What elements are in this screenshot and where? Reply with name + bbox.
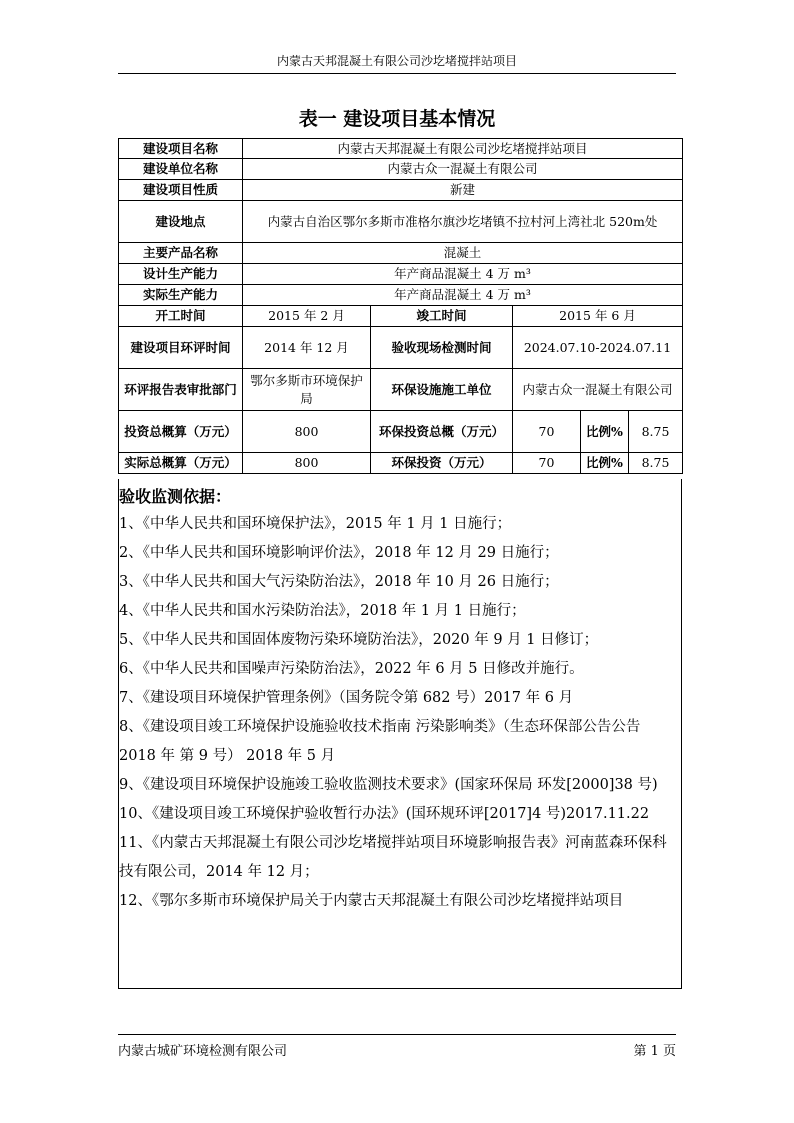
- env-actual-label: 环保投资（万元）: [371, 453, 513, 474]
- project-name-value: 内蒙古天邦混凝土有限公司沙圪堵搅拌站项目: [243, 139, 683, 159]
- list-item: 12、《鄂尔多斯市环境保护局关于内蒙古天邦混凝土有限公司沙圪堵搅拌站项目: [119, 893, 624, 909]
- project-info-table: [118, 138, 683, 474]
- end-label: 竣工时间: [371, 306, 513, 327]
- list-item: 2、《中华人民共和国环境影响评价法》，2018 年 12 月 29 日施行；: [119, 545, 559, 561]
- page-number: 第 1 页: [633, 1044, 676, 1059]
- product-label: 主要产品名称: [119, 243, 243, 264]
- list-item: 9、《建设项目环境保护设施竣工验收监测技术要求》(国家环保局 环发[2000]38 号): [119, 777, 658, 793]
- table-row: [119, 243, 683, 264]
- footer-company: 内蒙古城矿环境检测有限公司: [118, 1044, 288, 1059]
- ratio2-label: 比例%: [581, 453, 629, 474]
- actual-budget-value: 800: [243, 453, 371, 474]
- construct-label: 环保设施施工单位: [371, 369, 513, 411]
- list-item: 1、《中华人民共和国环境保护法》，2015 年 1 月 1 日施行；: [119, 516, 512, 532]
- approval-label: 环评报告表审批部门: [119, 369, 243, 411]
- design-capacity-value: 年产商品混凝土 4 万 m³: [243, 264, 683, 285]
- project-name-label: 建设项目名称: [119, 139, 243, 159]
- unit-label: 建设单位名称: [119, 159, 243, 180]
- monitor-value: 2024.07.10-2024.07.11: [513, 327, 683, 369]
- list-item: 3、《中华人民共和国大气污染防治法》，2018 年 10 月 26 日施行；: [119, 574, 559, 590]
- start-value: 2015 年 2 月: [243, 306, 371, 327]
- list-item: 8、《建设项目竣工环境保护设施验收技术指南 污染影响类》（生态环保部公告公告 2018 年 第 9 号） 2018 年 5 月: [119, 719, 641, 764]
- table-row: [119, 285, 683, 306]
- nature-value: 新建: [243, 180, 683, 201]
- document-title: 表一 建设项目基本情况: [298, 108, 496, 130]
- page-header: 内蒙古天邦混凝土有限公司沙圪堵搅拌站项目: [118, 52, 676, 74]
- page-footer: [118, 1034, 676, 1059]
- table-row: [119, 453, 683, 474]
- end-value: 2015 年 6 月: [513, 306, 683, 327]
- table-row: [119, 264, 683, 285]
- design-capacity-label: 设计生产能力: [119, 264, 243, 285]
- location-label: 建设地点: [119, 201, 243, 243]
- table-row: [119, 369, 683, 411]
- construct-value: 内蒙古众一混凝土有限公司: [513, 369, 683, 411]
- list-item: 7、《建设项目环境保护管理条例》（国务院令第 682 号）2017 年 6 月: [119, 690, 574, 706]
- table-row: [119, 327, 683, 369]
- nature-label: 建设项目性质: [119, 180, 243, 201]
- budget-value: 800: [243, 411, 371, 453]
- monitoring-basis-section: [118, 479, 682, 989]
- list-item: 4、《中华人民共和国水污染防治法》，2018 年 1 月 1 日施行；: [119, 603, 526, 619]
- list-item: 10、《建设项目竣工环境保护验收暂行办法》(国环规环评[2017]4 号)2017.11.22: [119, 806, 650, 822]
- list-item: 11、《内蒙古天邦混凝土有限公司沙圪堵搅拌站项目环境影响报告表》河南蓝森环保科技有限公司，2014 年 12 月；: [119, 835, 667, 880]
- ratio-label: 比例%: [581, 411, 629, 453]
- ratio2-value: 8.75: [629, 453, 683, 474]
- monitor-label: 验收现场检测时间: [371, 327, 513, 369]
- product-value: 混凝土: [243, 243, 683, 264]
- basis-heading: 验收监测依据：: [119, 487, 232, 506]
- ratio-value: 8.75: [629, 411, 683, 453]
- table-row: [119, 411, 683, 453]
- table-row: [119, 180, 683, 201]
- table-row: [119, 306, 683, 327]
- unit-value: 内蒙古众一混凝土有限公司: [243, 159, 683, 180]
- table-row: [119, 159, 683, 180]
- env-budget-value: 70: [513, 411, 581, 453]
- actual-capacity-label: 实际生产能力: [119, 285, 243, 306]
- env-actual-value: 70: [513, 453, 581, 474]
- actual-budget-label: 实际总概算（万元）: [119, 453, 243, 474]
- eia-value: 2014 年 12 月: [243, 327, 371, 369]
- table-row: [119, 201, 683, 243]
- budget-label: 投资总概算（万元）: [119, 411, 243, 453]
- actual-capacity-value: 年产商品混凝土 4 万 m³: [243, 285, 683, 306]
- list-item: 6、《中华人民共和国噪声污染防治法》，2022 年 6 月 5 日修改并施行。: [119, 661, 584, 677]
- env-budget-label: 环保投资总概（万元）: [371, 411, 513, 453]
- approval-value: 鄂尔多斯市环境保护局: [243, 369, 371, 411]
- location-value: 内蒙古自治区鄂尔多斯市准格尔旗沙圪堵镇不拉村河上湾社北 520m处: [243, 201, 683, 243]
- start-label: 开工时间: [119, 306, 243, 327]
- eia-label: 建设项目环评时间: [119, 327, 243, 369]
- table-row: [119, 139, 683, 159]
- list-item: 5、《中华人民共和国固体废物污染环境防治法》，2020 年 9 月 1 日修订；: [119, 632, 599, 648]
